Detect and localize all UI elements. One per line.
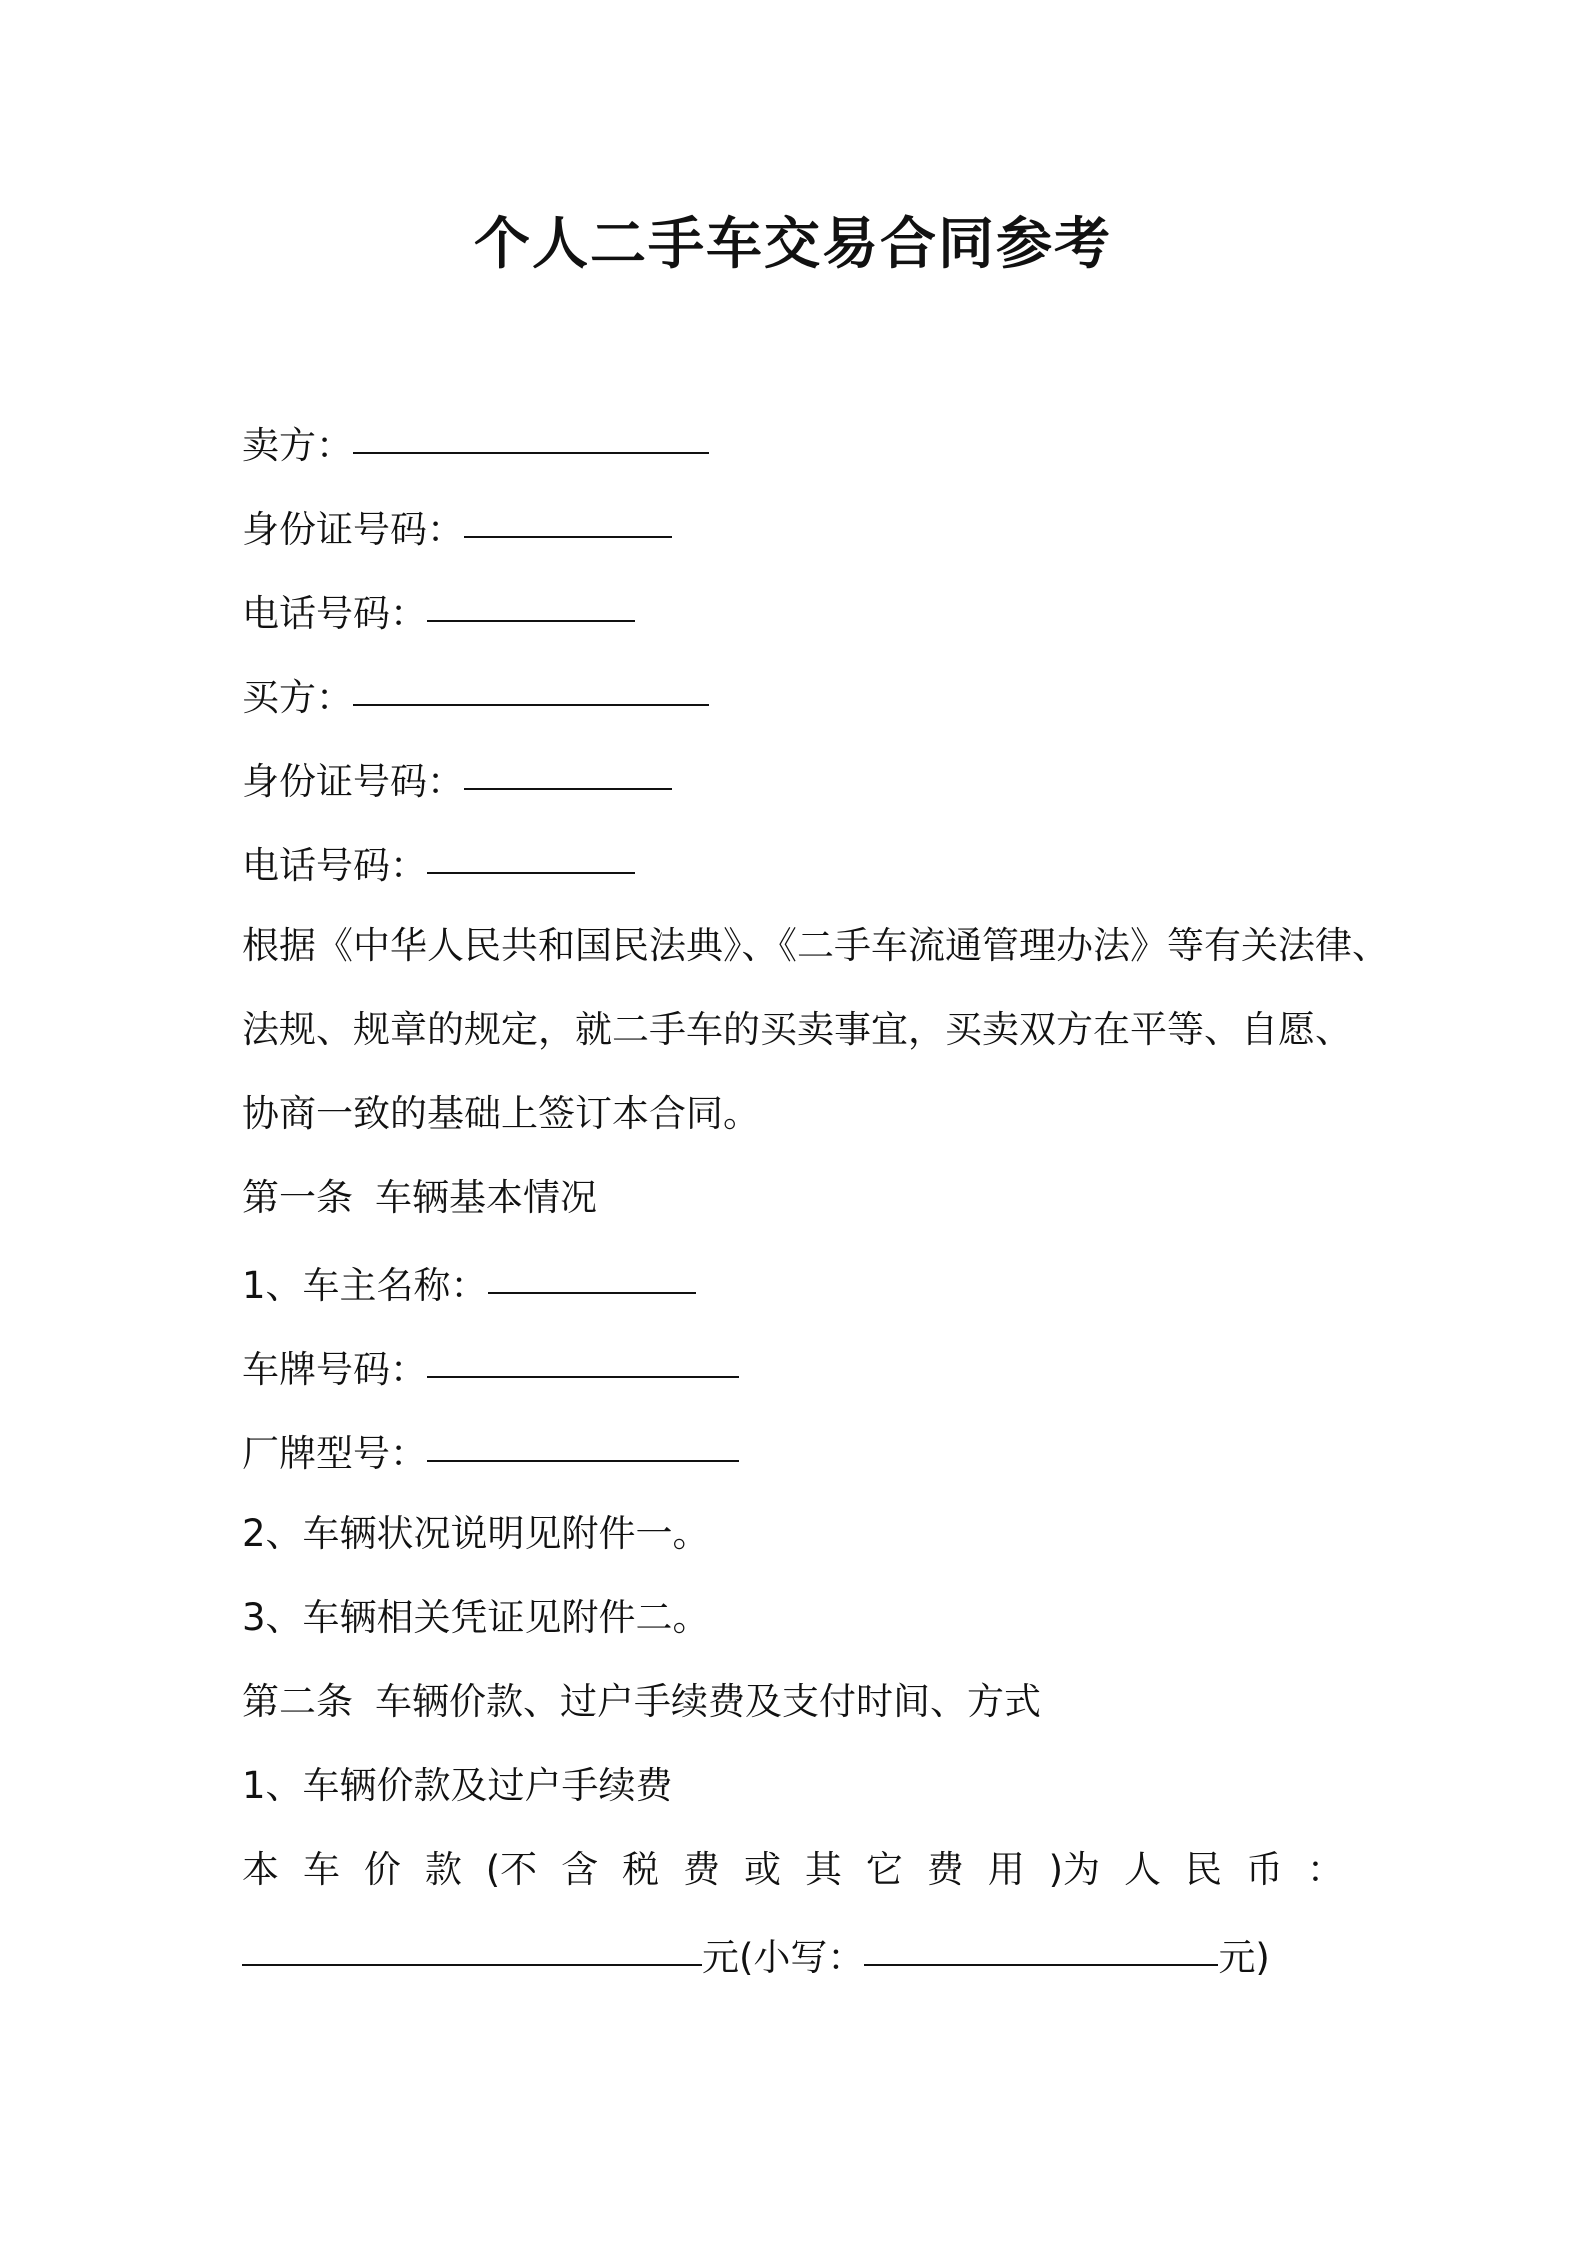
article-1-item-2: 2、车辆状况说明见附件一。 <box>242 1512 710 1555</box>
preamble-line: 协商一致的基础上签订本合同。 <box>242 1092 760 1135</box>
buyer-line <box>242 652 1352 736</box>
seller-phone-blank[interactable] <box>427 564 635 622</box>
article-2-number: 第二条 <box>242 1680 353 1723</box>
seller-blank[interactable] <box>353 396 709 454</box>
buyer-phone-label: 电话号码： <box>242 844 427 887</box>
owner-name-blank[interactable] <box>488 1236 696 1294</box>
price-char: 其 <box>804 1848 842 1891</box>
price-line <box>242 1828 1344 1912</box>
price-char: 它 <box>865 1848 903 1891</box>
yuan-lowercase-label: 元(小写： <box>702 1936 865 1979</box>
preamble-line: 法规、规章的规定，就二手车的买卖事宜，买卖双方在平等、自愿、 <box>242 1008 1352 1051</box>
preamble-line: 根据《中华人民共和国民法典》、《二手车流通管理办法》等有关法律、 <box>242 924 1389 967</box>
plate-number-blank[interactable] <box>427 1320 739 1378</box>
model-blank[interactable] <box>427 1404 739 1462</box>
price-char: 费 <box>926 1848 964 1891</box>
price-char: 币 <box>1245 1848 1283 1891</box>
price-char: 款 <box>424 1848 462 1891</box>
price-char: 人 <box>1124 1848 1161 1891</box>
article-2-title: 车辆价款、过户手续费及支付时间、方式 <box>375 1680 1041 1723</box>
buyer-id-label: 身份证号码： <box>242 760 464 803</box>
seller-line <box>242 400 1352 484</box>
buyer-label: 买方： <box>242 676 353 719</box>
price-uppercase-blank[interactable] <box>242 1908 702 1966</box>
seller-phone-line <box>242 568 1352 652</box>
owner-name-label: 1、车主名称： <box>242 1264 488 1307</box>
preamble-paragraph <box>242 904 1389 1156</box>
seller-phone-label: 电话号码： <box>242 592 427 635</box>
price-lowercase-blank[interactable] <box>864 1908 1218 1966</box>
document-title: 个人二手车交易合同参考 <box>474 212 1112 277</box>
buyer-phone-line <box>242 820 1352 904</box>
seller-id-label: 身份证号码： <box>242 508 464 551</box>
price-char: (不 <box>485 1848 538 1891</box>
price-char: 用 <box>987 1848 1025 1891</box>
price-char: 车 <box>302 1848 340 1891</box>
article-1-item-3: 3、车辆相关凭证见附件二。 <box>242 1596 710 1639</box>
price-char: 税 <box>622 1848 660 1891</box>
price-char: 价 <box>363 1848 401 1891</box>
model-line <box>242 1408 1352 1492</box>
buyer-id-line <box>242 736 1352 820</box>
plate-number-line <box>242 1324 1352 1408</box>
article-2-item-1: 1、车辆价款及过户手续费 <box>242 1764 673 1807</box>
model-label: 厂牌型号： <box>242 1432 427 1475</box>
price-char: 含 <box>561 1848 599 1891</box>
article-2-heading <box>242 1660 1352 1744</box>
owner-name-line <box>242 1240 1352 1324</box>
article-1-heading <box>242 1156 1352 1240</box>
price-char: ： <box>1306 1848 1344 1891</box>
price-char: 民 <box>1184 1848 1222 1891</box>
buyer-blank[interactable] <box>353 648 709 706</box>
buyer-id-blank[interactable] <box>464 732 672 790</box>
price-char: 或 <box>743 1848 781 1891</box>
seller-id-line <box>242 484 1352 568</box>
seller-id-blank[interactable] <box>464 480 672 538</box>
article-1-title: 车辆基本情况 <box>375 1176 597 1219</box>
price-amount-line <box>242 1912 1352 1996</box>
seller-label: 卖方： <box>242 424 353 467</box>
buyer-phone-blank[interactable] <box>427 816 635 874</box>
article-1-number: 第一条 <box>242 1176 353 1219</box>
price-char: 本 <box>242 1848 279 1891</box>
contract-body <box>242 400 1389 1996</box>
price-char: 费 <box>683 1848 720 1891</box>
plate-number-label: 车牌号码： <box>242 1348 427 1391</box>
price-char: )为 <box>1048 1848 1101 1891</box>
yuan-close-label: 元) <box>1218 1936 1270 1979</box>
